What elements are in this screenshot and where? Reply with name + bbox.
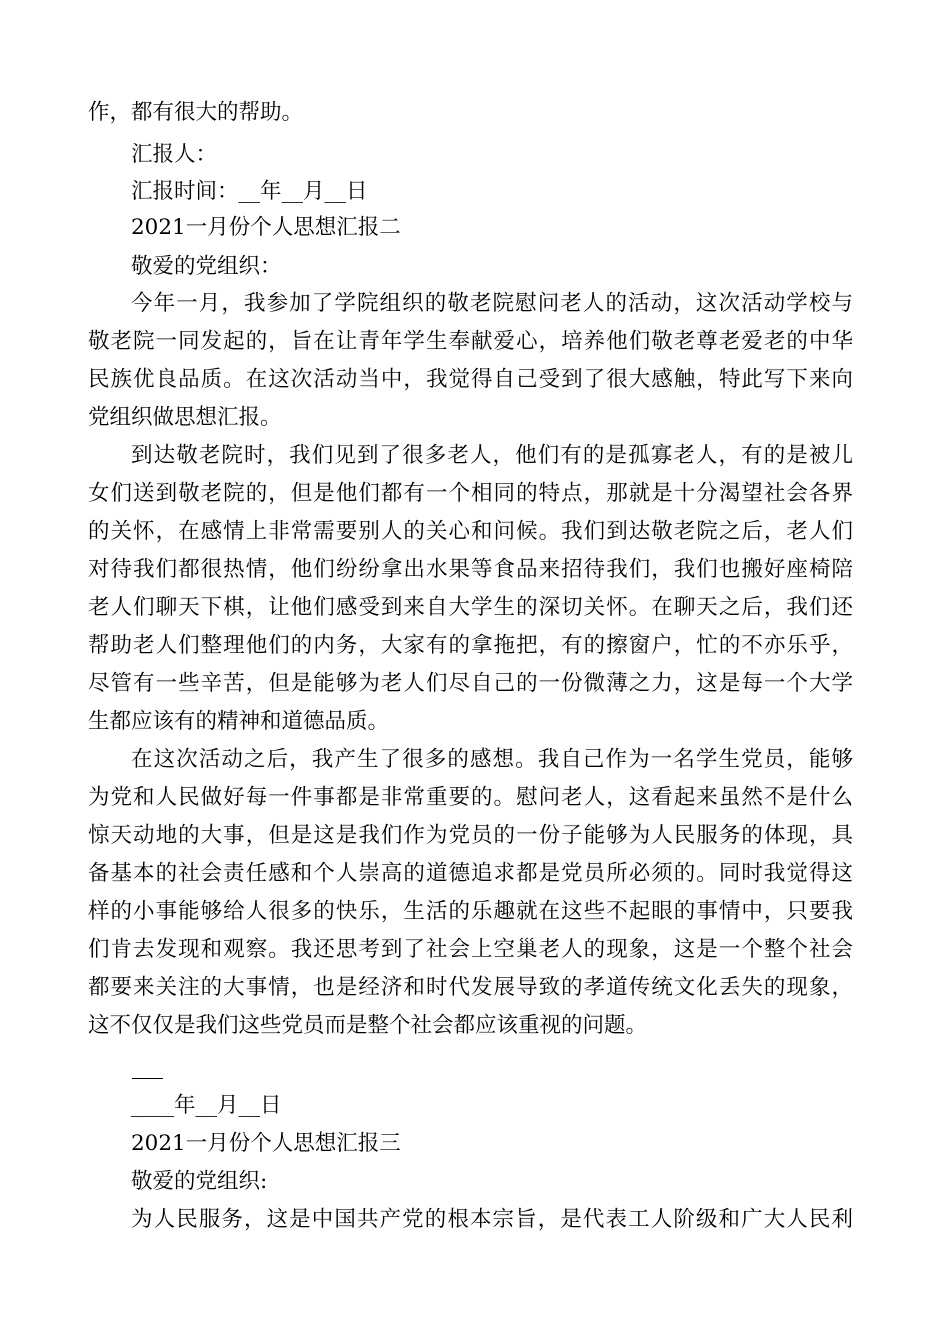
paragraph-line: 这不仅仅是我们这些党员而是整个社会都应该重视的问题。 (88, 1013, 648, 1038)
paragraph-line: 今年一月，我参加了学院组织的敬老院慰问老人的活动，这次活动学校与 (131, 291, 853, 316)
date-line: ____年__月__日 (131, 1093, 282, 1118)
paragraph-line: 惊天动地的大事，但是这是我们作为党员的一份子能够为人民服务的体现，具 (88, 823, 853, 848)
paragraph-line: 在这次活动之后，我产生了很多的感想。我自己作为一名学生党员，能够 (131, 747, 853, 772)
paragraph-line: 女们送到敬老院的，但是他们都有一个相同的特点，那就是十分渴望社会各界 (88, 481, 853, 506)
salutation: 敬爱的党组织： (131, 254, 282, 279)
paragraph-line: 样的小事能够给人很多的快乐，生活的乐趣就在这些不起眼的事情中，只要我 (88, 899, 853, 924)
paragraph-line: 为人民服务，这是中国共产党的根本宗旨，是代表工人阶级和广大人民利 (131, 1207, 853, 1232)
reporter-label: 汇报人： (131, 142, 218, 167)
section-title: 2021一月份个人思想汇报二 (131, 215, 401, 240)
paragraph-line: 老人们聊天下棋，让他们感受到来自大学生的深切关怀。在聊天之后，我们还 (88, 595, 853, 620)
paragraph-line: 生都应该有的精神和道德品质。 (88, 709, 390, 734)
paragraph-line: 尽管有一些辛苦，但是能够为老人们尽自己的一份微薄之力，这是每一个大学 (88, 671, 853, 696)
report-date-line: 汇报时间：__年__月__日 (131, 179, 368, 204)
paragraph-line: 敬老院一同发起的，旨在让青年学生奉献爱心，培养他们敬老尊老爱老的中华 (88, 329, 853, 354)
paragraph-line: 民族优良品质。在这次活动当中，我觉得自己受到了很大感触，特此写下来向 (88, 367, 853, 392)
section-title: 2021一月份个人思想汇报三 (131, 1131, 401, 1156)
paragraph-line: 备基本的社会责任感和个人崇高的道德追求都是党员所必须的。同时我觉得这 (88, 861, 853, 886)
paragraph-line: 对待我们都很热情，他们纷纷拿出水果等食品来招待我们，我们也搬好座椅陪 (88, 557, 853, 582)
paragraph-line: 们肯去发现和观察。我还思考到了社会上空巢老人的现象，这是一个整个社会 (88, 937, 853, 962)
paragraph-line: 都要来关注的大事情，也是经济和时代发展导致的孝道传统文化丢失的现象， (88, 975, 853, 1000)
paragraph-line: 为党和人民做好每一件事都是非常重要的。慰问老人，这看起来虽然不是什么 (88, 785, 853, 810)
paragraph-line: 的关怀，在感情上非常需要别人的关心和问候。我们到达敬老院之后，老人们 (88, 519, 853, 544)
paragraph-line: 到达敬老院时，我们见到了很多老人，他们有的是孤寡老人，有的是被儿 (131, 443, 853, 468)
salutation: 敬爱的党组织: (131, 1169, 268, 1194)
paragraph-line: 帮助老人们整理他们的内务，大家有的拿拖把，有的擦窗户，忙的不亦乐乎， (88, 633, 853, 658)
signature-blank-line (132, 1078, 163, 1079)
paragraph-line: 党组织做思想汇报。 (88, 405, 282, 430)
paragraph-line: 作，都有很大的帮助。 (88, 100, 304, 125)
